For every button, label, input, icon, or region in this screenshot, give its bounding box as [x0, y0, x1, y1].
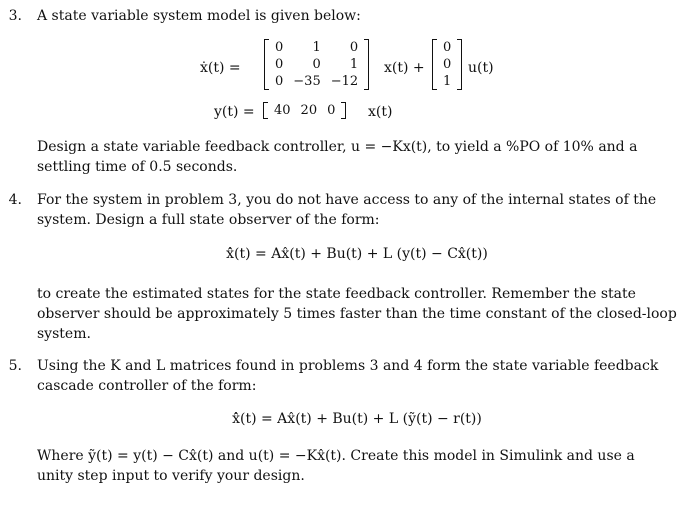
problem-3-task [37, 137, 677, 177]
problem-5-line-2: cascade controller of the form: [37, 378, 257, 394]
problem-3-task-line-1: Design a state variable feedback controller, u = −Kx(t), to yield a %PO of 10% and a [37, 139, 638, 155]
matrix-a-cell-1-1: 0 [312, 57, 321, 72]
observer-equation: x̂̇(t) = Ax̂(t) + Bu(t) + L (y(t) − Cx̂(t)) [226, 246, 488, 262]
problem-4-statement [37, 190, 677, 230]
problem-5-number: 5. [8, 358, 22, 374]
matrix-b [432, 39, 462, 90]
matrix-a-cell-1-2: 1 [349, 57, 359, 72]
matrix-c-cell-0-2: 0 [327, 103, 336, 118]
problem-5-after-line-2: unity step input to verify your design. [37, 468, 305, 484]
problem-5-after-line-1: Where ỹ(t) = y(t) − Cx̂(t) and u(t) = −Kx̂(t). Create this model in Simulink and use a [37, 448, 635, 464]
matrix-b-cell-1-0: 0 [443, 57, 452, 72]
matrix-a-cell-0-1: 1 [312, 40, 321, 55]
problem-4-line-1: For the system in problem 3, you do not have access to any of the internal states of the [37, 192, 657, 208]
matrix-a-cell-1-0: 0 [275, 57, 284, 72]
matrix-a-cell-0-2: 0 [349, 40, 359, 55]
problem-5-followup [37, 446, 677, 486]
problem-4-after-line-3: system. [37, 326, 91, 342]
matrix-a-cell-0-0: 0 [275, 40, 284, 55]
problem-5-line-1: Using the K and L matrices found in problems 3 and 4 form the state variable feedback [37, 358, 659, 374]
problem-4-number: 4. [8, 192, 22, 208]
cascade-controller-equation: x̂̇(t) = Ax̂(t) + Bu(t) + L (ỹ(t) − r(t)) [232, 411, 482, 427]
matrix-b-cell-2-0: 1 [443, 74, 452, 89]
output-equation-rhs: x(t) [368, 104, 393, 120]
matrix-a [264, 39, 369, 90]
matrix-c [263, 102, 346, 119]
matrix-a-cell-2-0: 0 [275, 74, 284, 89]
matrix-c-cell-0-1: 20 [300, 103, 318, 118]
problem-4-after-line-1: to create the estimated states for the state feedback controller. Remember the state [37, 286, 636, 302]
matrix-a-cell-2-1: −35 [293, 74, 321, 89]
state-equation-lhs: ẋ(t) = [200, 60, 241, 76]
problem-4-after-line-2: observer should be approximately 5 times faster than the time constant of the closed-loop [37, 306, 677, 322]
state-equation-mid: x(t) + [384, 60, 425, 76]
problem-4-line-2: system. Design a full state observer of the form: [37, 212, 380, 228]
problem-5-statement [37, 356, 677, 396]
matrix-b-cell-0-0: 0 [443, 40, 452, 55]
state-equation-rhs: u(t) [468, 60, 494, 76]
matrix-a-cell-2-2: −12 [330, 74, 359, 89]
problem-4-followup [37, 284, 677, 344]
problem-3-number: 3. [8, 8, 22, 24]
output-equation-lhs: y(t) = [214, 104, 255, 120]
problem-3-task-line-2: settling time of 0.5 seconds. [37, 159, 238, 175]
problem-3-intro: A state variable system model is given below: [37, 8, 361, 24]
matrix-c-cell-0-0: 40 [274, 103, 291, 118]
